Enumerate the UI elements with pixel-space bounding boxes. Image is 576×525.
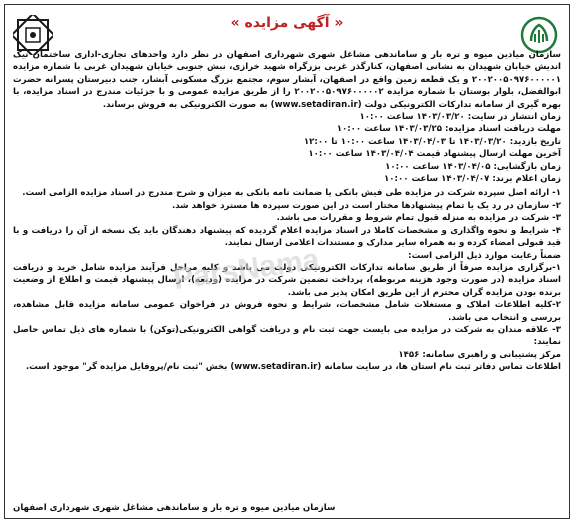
date-line: تاریخ بازدید: ۱۴۰۳/۰۳/۲۰ تا ۱۴۰۳/۰۴/۰۳ ساعت ۱۰:۰۰ تا ۱۲:۰۰ <box>303 136 561 147</box>
setadiran-registry-link[interactable]: (www.setadiran.ir) <box>230 362 322 373</box>
term-item: ۲- سازمان در رد یک یا تمام پیشنهادها مختار است در این صورت سپرده ها مسترد خواهد شد. <box>171 200 561 211</box>
term-item: ۴- شرایط و نحوه واگذاری و مشخصات کاملا در اسناد مزایده اعلام گردیده که پیشنهاد دهندگان باید یک نسخه از آن را دریافت و با قید قبولی امضاء کرده و به همراه سایر مدارک و مستندات اعلامی ارسال نمایند. <box>13 225 561 249</box>
date-line: زمان اعلام برند: ۱۴۰۳/۰۴/۰۷ ساعت ۱۰:۰۰ <box>384 174 561 185</box>
issuer-name: سازمان میادین میوه و تره بار و ساماندهی مشاغل شهری شهرداری اصفهان <box>13 503 336 513</box>
notice-title: « آگهی مزایده » <box>230 15 344 31</box>
rule-item: ۲-کلیه اطلاعات املاک و مستغلات شامل مشخصات، شرایط و نحوه فروش در فراخوان عمومی سامانه مزایده قابل مشاهده، بررسی و انتخاب می باشد. <box>13 300 561 323</box>
setadiran-link[interactable]: (www.setadiran.ir) <box>270 99 362 110</box>
rule-item: ۳- علاقه مندان به شرکت در مزایده می بایست جهت ثبت نام و دریافت گواهی الکترونیکی(توکن) با شماره های ذیل تماس حاصل نمایند: <box>13 324 561 348</box>
rules-heading: ضمناً رعایت موارد ذیل الزامی است: <box>408 250 561 261</box>
date-line: مهلت دریافت اسناد مزایده: ۱۴۰۳/۰۳/۲۵ ساعت ۱۰:۰۰ <box>336 124 561 135</box>
term-item: ۱- ارائه اصل سپرده شرکت در مزایده طی فیش بانکی یا ضمانت نامه بانکی به میزان و شرح مندرج در اسناد مزایده الزامی است. <box>22 188 561 199</box>
date-line: زمان انتشار در سایت: ۱۴۰۳/۰۳/۲۰ ساعت ۱۰:۰۰ <box>359 112 561 123</box>
date-line: زمان بازگشایی: ۱۴۰۳/۰۴/۰۵ ساعت ۱۰:۰۰ <box>385 161 561 172</box>
registry-pre: اطلاعات تماس دفاتر ثبت نام استان ها، در سایت سامانه <box>324 362 561 373</box>
registry-post: بخش "ثبت نام/پروفایل مزایده گر" موجود است. <box>25 362 228 373</box>
notice-intro <box>13 49 561 111</box>
notice-body <box>13 49 561 374</box>
registry-line <box>13 361 561 373</box>
auction-notice <box>4 4 570 519</box>
watermark-logo: ParsNama <box>171 242 322 297</box>
rule-item: ۱-برگزاری مزایده صرفاً از طریق سامانه تدارکات الکترونیکی دولت می باشد و کلیه مراحل فرآیند مزایده شامل خرید و دریافت اسناد مزایده (در صورت وجود هزینه مربوطه)، پرداخت تضمین شرکت در مزایده (ودیعه)، ارسال پیشنهاد قیمت و اطلاع از وضعیت برنده بودن مزایده گران محترم از این طریق امکان پذیر می باشد. <box>13 262 561 298</box>
date-line: آخرین مهلت ارسال پیشنهاد قیمت ۱۴۰۳/۰۴/۰۴ ساعت ۱۰:۰۰ <box>308 149 561 160</box>
intro-end: به صورت الکترونیکی به فروش برساند. <box>102 99 268 110</box>
intro-text: سازمان میادین میوه و تره بار و ساماندهی مشاغل شهری شهرداری اصفهان در نظر دارد واحدهای تجاری-اداری ساختمان نیک اندیش خیابان شهیدان به نشانی اصفهان، کنارگذر غربی بزرگراه شهید خرازی، نبش جنوبی خیابان شهیدان غربی با شماره مزایده ۲۰۰۲۰۰۵۰۹۷۶۰۰۰۰۰۱ و یک قطعه زمین واقع در اصفهان، آبشار سوم، مجتمع بزرگ مسکونی آبشار، جنب دبیرستان پسرانه حضرت ابوالفضل، بلوار بوستان با شماره مزایده ۲۰۰۲۰۰۵۰۹۷۶۰۰۰۰۰۲ را از طریق مزایده عمومی و با جزئیات مندرج در اسناد مزایده، با بهره گیری از سامانه تدارکات الکترونیکی دولت <box>13 50 561 110</box>
term-item: ۳- شرکت در مزایده به منزله قبول تمام شروط و مقررات می باشد. <box>276 213 561 224</box>
support-line: مرکز پشتیبانی و راهبری سامانه: ۱۴۵۶ <box>398 349 561 360</box>
